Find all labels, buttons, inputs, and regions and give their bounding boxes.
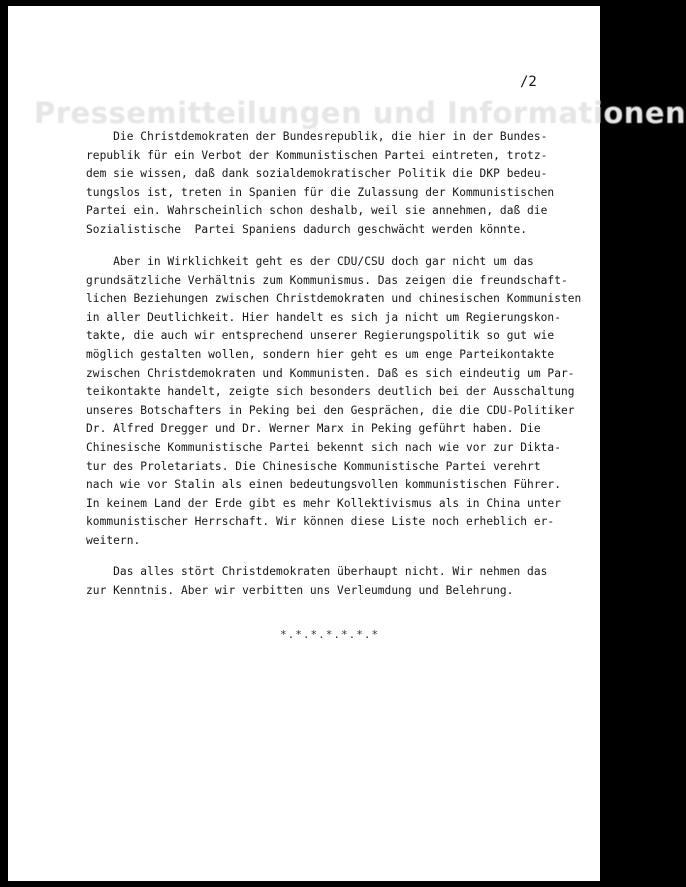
- text-line: unseres Botschafters in Peking bei den Gesprächen, die die CDU-Politiker: [86, 403, 575, 417]
- text-line: Chinesische Kommunistische Partei bekennt sich nach wie vor zur Dikta-: [86, 440, 561, 454]
- text-line: In keinem Land der Erde gibt es mehr Kollektivismus als in China unter: [86, 496, 561, 510]
- text-line: zwischen Christdemokraten und Kommunisten. Daß es sich eindeutig um Par-: [86, 366, 575, 380]
- text-line: grundsätzliche Verhältnis zum Kommunismus. Das zeigen die freundschaft-: [86, 273, 568, 287]
- paragraph-2: [86, 253, 582, 551]
- page-number: /2: [520, 74, 537, 90]
- text-line: in aller Deutlichkeit. Hier handelt es sich ja nicht um Regierungskon-: [86, 310, 561, 324]
- paragraph-1: [86, 128, 572, 240]
- text-line: Dr. Alfred Dregger und Dr. Werner Marx in Peking geführt haben. Die: [86, 422, 541, 436]
- text-line: kommunistischer Herrschaft. Wir können diese Liste noch erheblich er-: [86, 515, 555, 529]
- text-line: zur Kenntnis. Aber wir verbitten uns Verleumdung und Belehrung.: [86, 583, 514, 597]
- text-line: tungslos ist, treten in Spanien für die Zulassung der Kommunistischen: [86, 185, 555, 199]
- text-line: nach wie vor Stalin als einen bedeutungsvollen kommunistischen Führer.: [86, 478, 561, 492]
- text-line: lichen Beziehungen zwischen Christdemokraten und chinesischen Kommunisten: [86, 292, 582, 306]
- text-line: republik für ein Verbot der Kommunistischen Partei eintreten, trotz-: [86, 148, 548, 162]
- text-line: möglich gestalten wollen, sondern hier geht es um enge Parteikontakte: [86, 347, 555, 361]
- text-line: Die Christdemokraten der Bundesrepublik, die hier in der Bundes-: [86, 130, 548, 143]
- text-line: Das alles stört Christdemokraten überhaupt nicht. Wir nehmen das: [86, 565, 548, 578]
- closing-separator: *.*.*.*.*.*.*: [280, 628, 380, 641]
- text-line: Partei ein. Wahrscheinlich schon deshalb, weil sie annehmen, daß die: [86, 204, 548, 218]
- text-line: weitern.: [86, 533, 141, 547]
- text-line: Aber in Wirklichkeit geht es der CDU/CSU doch gar nicht um das: [86, 255, 534, 268]
- faded-letterhead-bleed: Pressemitteilungen und Informationen: [34, 96, 686, 130]
- document-page: [8, 6, 686, 881]
- text-line: dem sie wissen, daß dank sozialdemokratischer Politik die DKP bedeu-: [86, 167, 548, 181]
- text-line: tur des Proletariats. Die Chinesische Kommunistische Partei verehrt: [86, 459, 541, 473]
- paragraph-3: [86, 563, 572, 600]
- text-line: teikontakte handelt, zeigte sich besonders deutlich bei der Ausschaltung: [86, 385, 575, 399]
- text-line: takte, die auch wir entsprechend unserer Regierungspolitik so gut wie: [86, 329, 555, 343]
- text-line: Sozialistische Partei Spaniens dadurch geschwächt werden könnte.: [86, 222, 528, 236]
